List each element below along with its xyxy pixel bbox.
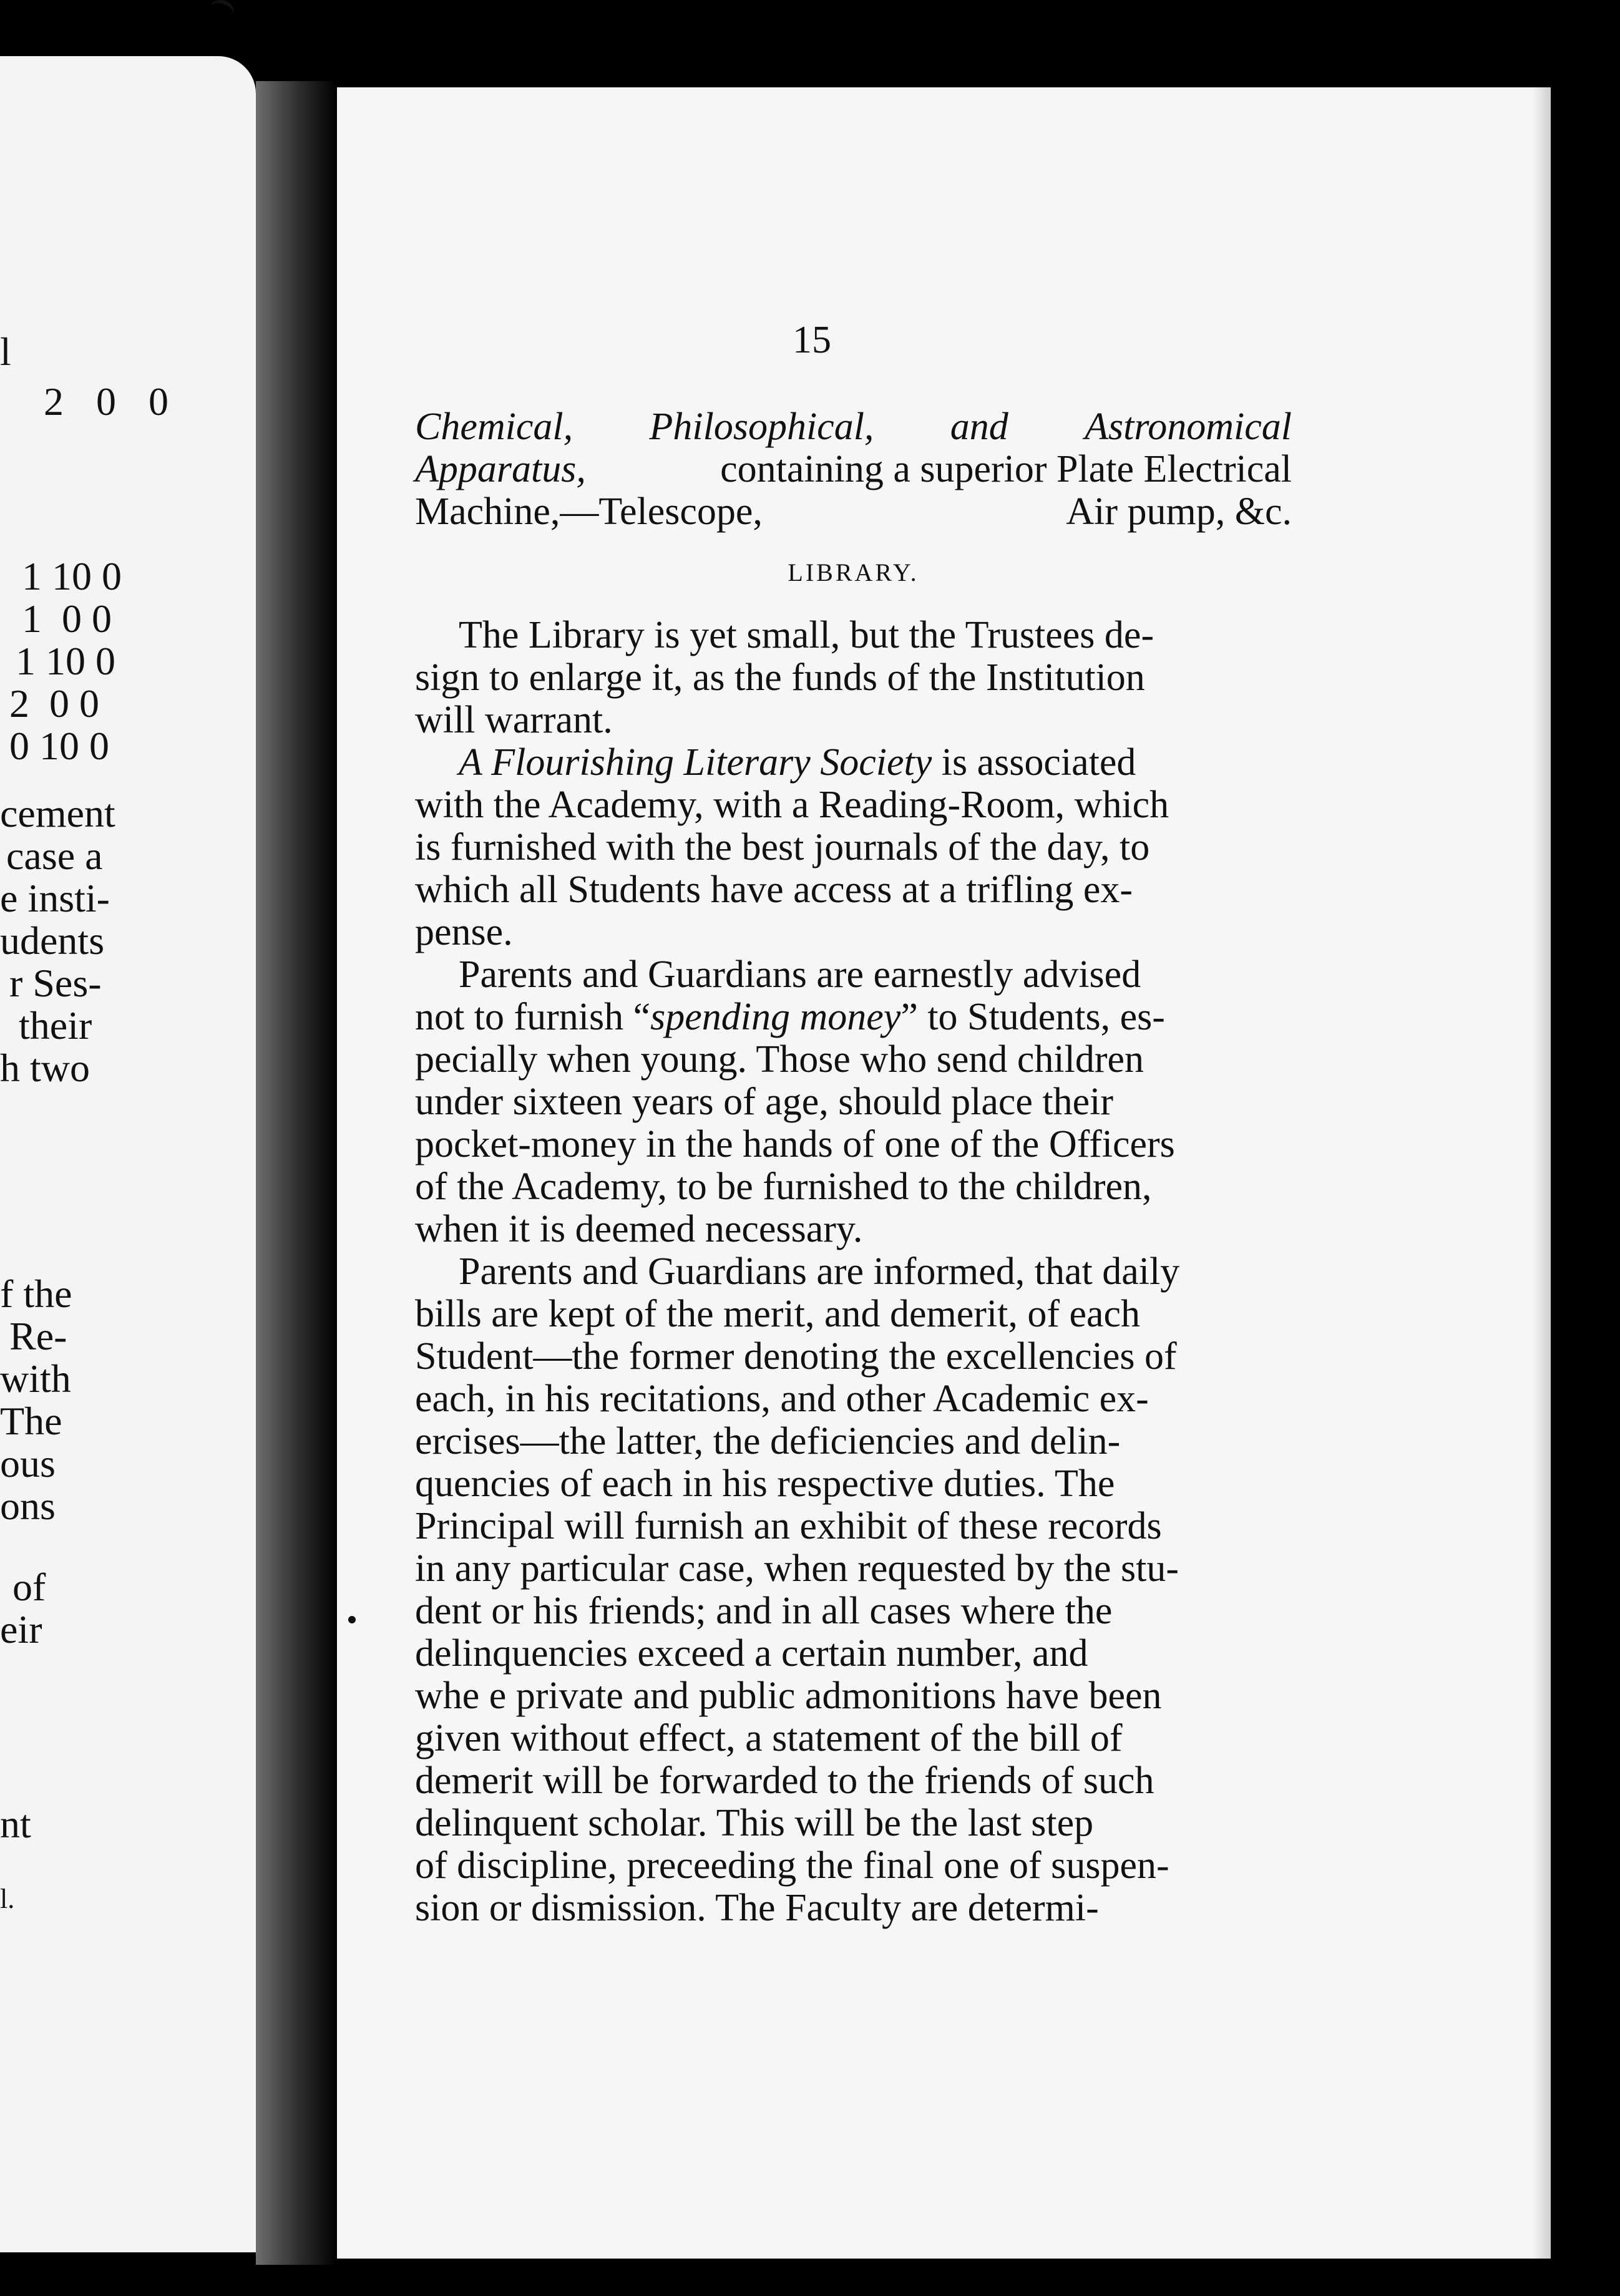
text-line <box>415 784 1292 826</box>
section-heading: LIBRARY. <box>788 558 919 586</box>
left-fragment: e insti- <box>0 876 110 920</box>
left-fragment: ons <box>0 1484 56 1528</box>
left-fragment: f the <box>0 1272 72 1316</box>
left-fragment: l. <box>0 1884 15 1914</box>
left-fragment: their <box>19 1003 92 1048</box>
text-line <box>415 1038 1292 1081</box>
left-fragment: l <box>0 329 11 374</box>
left-fragment: case a <box>6 834 103 878</box>
text-span: will warrant. <box>415 699 613 741</box>
text-span: Machine,—Telescope, <box>415 490 763 533</box>
left-fragment: 2 0 0 <box>9 681 99 726</box>
text-span: quencies of each in his respective duties. The <box>415 1462 1115 1505</box>
text-span: Student—the former denoting the excellencies of <box>415 1335 1177 1378</box>
text-span: when it is deemed necessary. <box>415 1208 863 1250</box>
text-line <box>415 1675 1292 1717</box>
text-line <box>415 1717 1292 1759</box>
text-span: and <box>950 406 1008 448</box>
text-span: Apparatus, <box>415 448 586 490</box>
text-span: pocket-money in the hands of one of the Officers <box>415 1123 1175 1165</box>
left-fragment: 1 10 0 <box>22 554 122 598</box>
text-span: Parents and Guardians are informed, that daily <box>459 1250 1180 1293</box>
text-line <box>415 1590 1292 1632</box>
page-number: 15 <box>793 319 831 361</box>
text-span: sign to enlarge it, as the funds of the Institution <box>415 656 1145 699</box>
text-span: bills are kept of the merit, and demerit, of each <box>415 1293 1141 1335</box>
text-line <box>415 1505 1292 1547</box>
text-line <box>415 1802 1292 1844</box>
left-fragment: 1 10 0 <box>16 639 115 683</box>
text-line <box>415 656 1292 699</box>
text-span: in any particular case, when requested by the stu- <box>415 1547 1179 1590</box>
text-line <box>415 1250 1292 1293</box>
text-line <box>415 1462 1292 1505</box>
text-line <box>415 1293 1292 1335</box>
page-text <box>415 406 1292 1929</box>
text-span: pecially when young. Those who send children <box>415 1038 1144 1081</box>
text-line <box>415 1208 1292 1250</box>
text-line <box>415 614 1292 656</box>
text-line <box>415 1887 1292 1929</box>
text-span: not to furnish “ <box>415 996 651 1038</box>
text-line <box>415 996 1292 1038</box>
text-line <box>415 490 1292 533</box>
text-span: containing a superior Plate Electrical <box>720 448 1292 490</box>
mark-icon <box>206 0 237 26</box>
text-line <box>415 1081 1292 1123</box>
text-span: each, in his recitations, and other Academic ex- <box>415 1378 1149 1420</box>
text-line <box>415 1165 1292 1208</box>
left-fragment: ous <box>0 1441 56 1486</box>
text-span: Parents and Guardians are earnestly advised <box>459 953 1141 996</box>
left-fragment: h two <box>0 1046 90 1090</box>
text-line <box>415 699 1292 741</box>
text-span: Principal will furnish an exhibit of these records <box>415 1505 1162 1547</box>
text-span: A Flourishing Literary Society <box>459 741 932 784</box>
text-line <box>415 826 1292 868</box>
text-span: whe e private and public admonitions have been <box>415 1675 1162 1717</box>
text-line <box>415 1632 1292 1675</box>
text-span: of the Academy, to be furnished to the children, <box>415 1165 1152 1208</box>
text-line <box>415 1335 1292 1378</box>
left-fragment: Re- <box>9 1314 67 1358</box>
page-edge-shadow <box>1532 87 1551 2259</box>
left-fragment: with <box>0 1356 71 1401</box>
left-fragment: 2 0 0 <box>44 379 180 424</box>
text-span: The Library is yet small, but the Trustees de- <box>459 614 1154 656</box>
text-line <box>415 406 1292 448</box>
text-span: delinquent scholar. This will be the last step <box>415 1802 1094 1844</box>
left-fragment: 1 0 0 <box>22 596 112 641</box>
left-fragment: udents <box>0 918 105 963</box>
text-span: is furnished with the best journals of the day, to <box>415 826 1150 868</box>
text-line <box>415 1123 1292 1165</box>
text-span: pense. <box>415 911 513 953</box>
text-span: spending money <box>650 996 901 1038</box>
text-span: given without effect, a statement of the bill of <box>415 1717 1123 1759</box>
text-line <box>415 953 1292 996</box>
text-span: sion or dismission. The Faculty are determi- <box>415 1887 1099 1929</box>
text-line <box>415 1759 1292 1802</box>
left-fragment: r Ses- <box>9 961 102 1005</box>
text-span: ercises—the latter, the deficiencies and delin- <box>415 1420 1121 1462</box>
left-fragment: cement <box>0 791 115 835</box>
text-line <box>415 1844 1292 1887</box>
text-span: of discipline, preceeding the final one of suspen- <box>415 1844 1169 1887</box>
text-span: Air pump, &c. <box>1066 490 1292 533</box>
text-span: which all Students have access at a trifling ex- <box>415 868 1133 911</box>
text-line <box>415 448 1292 490</box>
left-page <box>0 56 256 2252</box>
text-line <box>415 911 1292 953</box>
text-line <box>415 1420 1292 1462</box>
ink-speck <box>348 1616 356 1623</box>
text-line <box>415 1547 1292 1590</box>
left-fragment: The <box>0 1399 62 1443</box>
text-span: Philosophical, <box>649 406 874 448</box>
text-line <box>415 741 1292 784</box>
text-span: with the Academy, with a Reading-Room, which <box>415 784 1169 826</box>
text-line <box>415 868 1292 911</box>
text-span: dent or his friends; and in all cases where the <box>415 1590 1113 1632</box>
text-span: is associated <box>932 741 1136 784</box>
left-fragment: eir <box>0 1607 42 1651</box>
left-fragment: nt <box>0 1802 31 1846</box>
text-span: ” to Students, es- <box>900 996 1165 1038</box>
text-span: Chemical, <box>415 406 573 448</box>
text-span: under sixteen years of age, should place their <box>415 1081 1114 1123</box>
book-gutter <box>256 81 337 2265</box>
text-span: Astronomical <box>1085 406 1292 448</box>
text-span: delinquencies exceed a certain number, and <box>415 1632 1088 1675</box>
text-line <box>415 1378 1292 1420</box>
left-fragment: 0 10 0 <box>9 724 109 768</box>
left-fragment: of <box>12 1565 46 1609</box>
text-span: demerit will be forwarded to the friends of such <box>415 1759 1154 1802</box>
